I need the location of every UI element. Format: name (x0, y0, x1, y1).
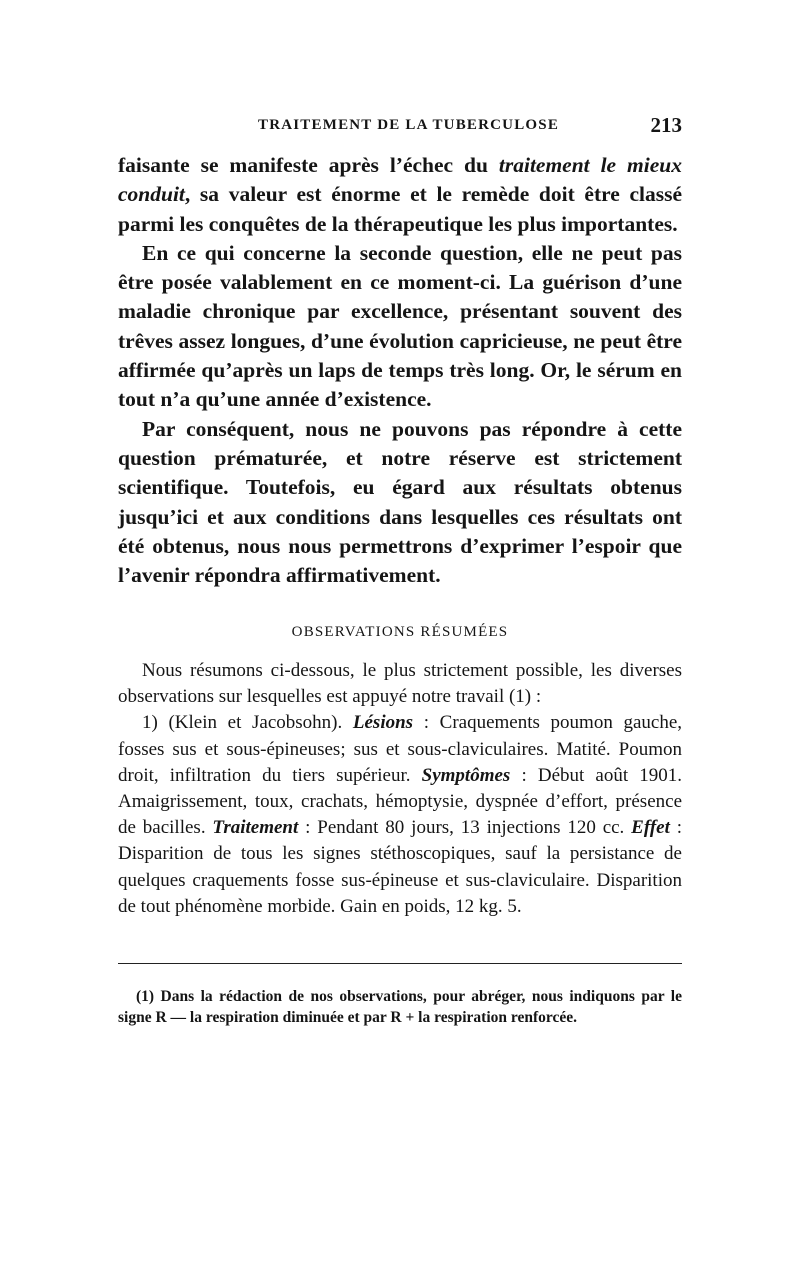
paragraph-1-text-a: faisante se manifeste après l’échec du (118, 153, 499, 177)
traitement-text: : Pendant 80 jours, 13 injections 120 cc. (298, 817, 632, 839)
main-text (118, 151, 682, 590)
footnote-text: (1) Dans la rédaction de nos observations, pour abréger, nous indiquons par le signe R — la respiration diminuée et par R + la respiration renforcée. (118, 988, 682, 1026)
symptomes-text: : Début août 1901. Amaigrissement, toux, crachats, hémoptysie, dyspnée d’effort, présence de bacilles. (118, 764, 682, 839)
paragraph-1-text-b: , sa valeur est énorme et le remède doit être classé parmi les conquêtes de la thérapeutique les plus importantes. (118, 182, 682, 236)
lesions-label: Lésions (352, 712, 414, 734)
observation-1-number: 1) (Klein et Jacobsohn). (142, 712, 353, 734)
observations-text (118, 658, 682, 920)
paragraph-1-italic: traitement le mieux conduit (118, 153, 682, 207)
lesions-text: : Craquements poumon gauche, fosses sus et sous-épineuses; sus et sous-claviculaires. Matité. Poumon droit, infiltration du tiers supérieur. (118, 712, 683, 786)
observation-1 (118, 710, 682, 920)
traitement-label: Traitement (212, 817, 299, 839)
running-header (118, 113, 682, 141)
footnote (118, 987, 682, 1028)
footnote-divider (118, 963, 682, 964)
running-title: TRAITEMENT DE LA TUBERCULOSE (258, 117, 560, 133)
section-title: OBSERVATIONS RÉSUMÉES (291, 624, 509, 640)
paragraph-3: Par conséquent, nous ne pouvons pas répondre à cette question prématurée, et notre réserve est strictement scientifique. Toutefois, eu égard aux résultats obtenus jusqu’ici et aux conditions dans lesquelles ces résultats ont été obtenus, nous nous permettrons d’exprimer l’espoir que l’avenir répondra affirmativement. (118, 416, 682, 588)
effet-label: Effet (631, 817, 670, 839)
paragraph-2: En ce qui concerne la seconde question, elle ne peut pas être posée valablement en ce moment-ci. La guérison d’une maladie chronique par excellence, présentant souvent des trêves assez longues, d’une évolution capricieuse, ne peut être affirmée qu’après un laps de temps très long. Or, le sérum en tout n’a qu’une année d’existence. (118, 240, 682, 412)
page-number: 213 (650, 113, 682, 137)
effet-text: : Disparition de tous les signes stéthoscopiques, sauf la persistance de quelques craquements fosse sus-épineuse et sus-claviculaire. Disparition de tout phénomène morbide. Gain en poids, 12 kg. 5. (118, 817, 683, 917)
symptomes-label: Symptômes (421, 764, 511, 786)
paragraph-1 (118, 151, 682, 239)
observations-intro: Nous résumons ci-dessous, le plus strictement possible, les diverses observations sur lesquelles est appuyé notre travail (1) : (118, 660, 682, 708)
